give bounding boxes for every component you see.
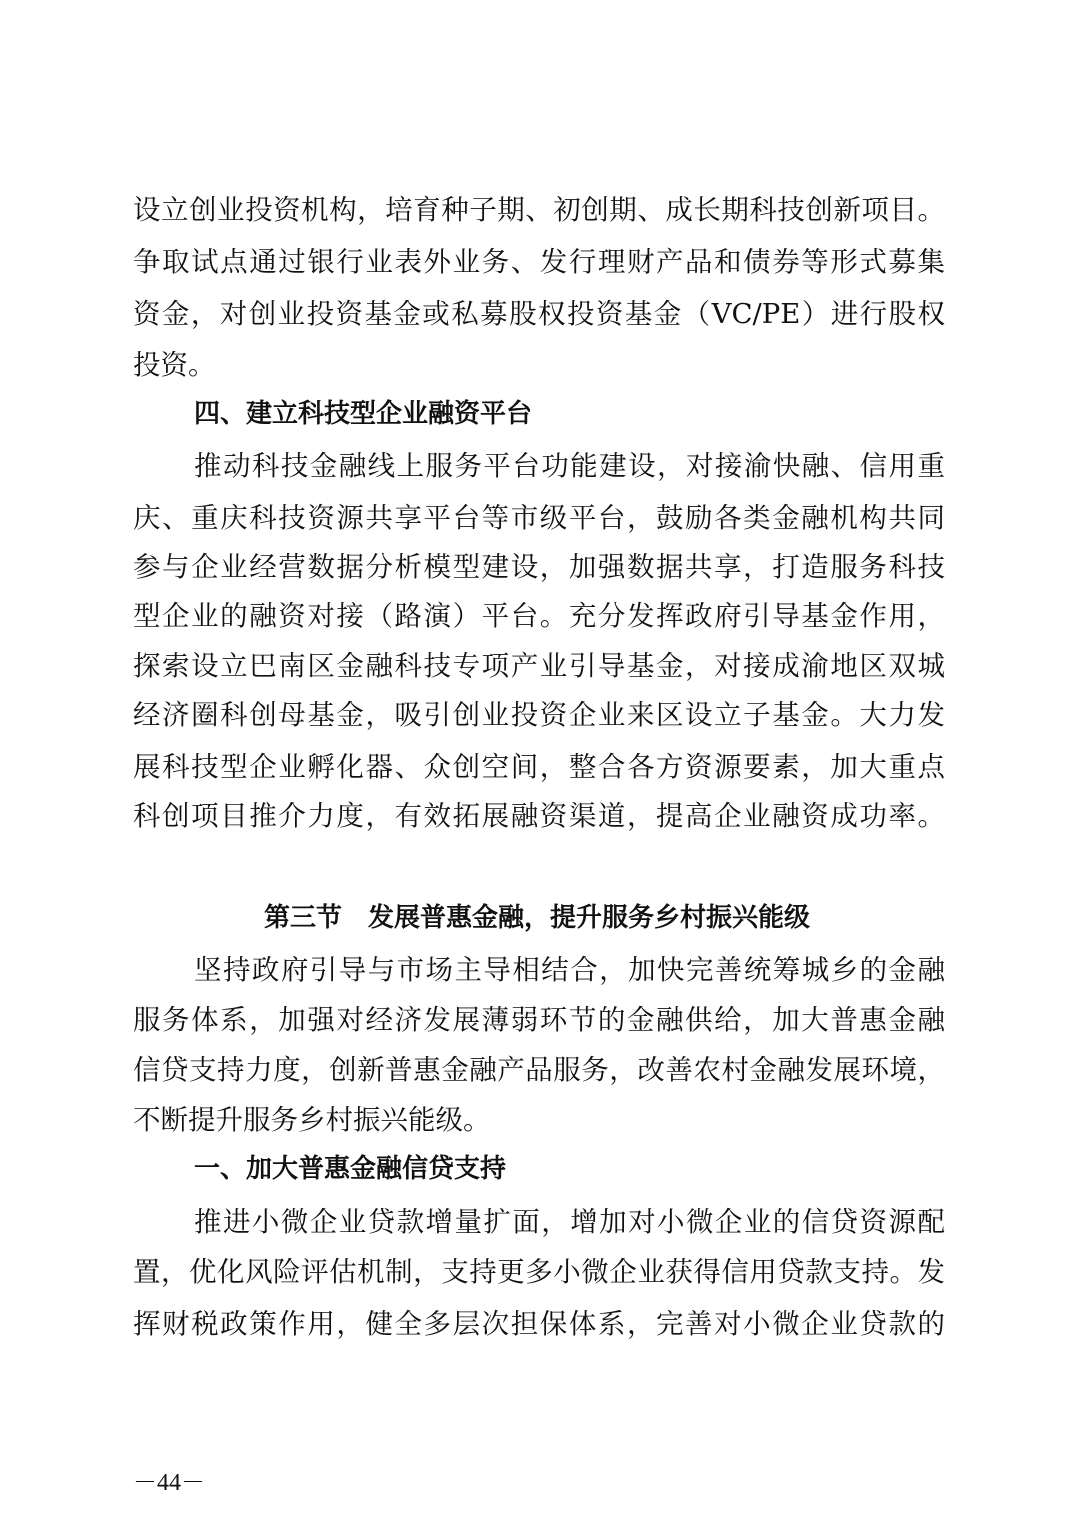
- section-title: 第三节 发展普惠金融，提升服务乡村振兴能级: [263, 903, 810, 933]
- paragraph-line: 投资。: [133, 349, 216, 381]
- paragraph-line: 探索设立巴南区金融科技专项产业引导基金，对接成渝地区双城: [133, 650, 945, 682]
- paragraph-line: 挥财税政策作用，健全多层次担保体系，完善对小微企业贷款的: [133, 1308, 945, 1340]
- paragraph-line: 庆、重庆科技资源共享平台等市级平台，鼓励各类金融机构共同: [133, 502, 945, 534]
- subsection-heading: 一、加大普惠金融信贷支持: [194, 1154, 507, 1184]
- paragraph-line: 不断提升服务乡村振兴能级。: [133, 1104, 491, 1136]
- paragraph-line: 设立创业投资机构，培育种子期、初创期、成长期科技创新项目。: [133, 194, 945, 226]
- paragraph-line: 争取试点通过银行业表外业务、发行理财产品和债券等形式募集: [133, 246, 945, 278]
- subsection-heading: 四、建立科技型企业融资平台: [194, 399, 533, 429]
- paragraph-line: 推进小微企业贷款增量扩面，增加对小微企业的信贷资源配: [194, 1206, 945, 1238]
- paragraph-line: 推动科技金融线上服务平台功能建设，对接渝快融、信用重: [194, 450, 945, 482]
- paragraph-line: 科创项目推介力度，有效拓展融资渠道，提高企业融资成功率。: [133, 800, 945, 832]
- paragraph-line: 坚持政府引导与市场主导相结合，加快完善统筹城乡的金融: [194, 954, 945, 986]
- paragraph-line: 置，优化风险评估机制，支持更多小微企业获得信用贷款支持。发: [133, 1256, 945, 1288]
- paragraph-line: 展科技型企业孵化器、众创空间，整合各方资源要素，加大重点: [133, 751, 945, 783]
- paragraph-line: 经济圈科创母基金，吸引创业投资企业来区设立子基金。大力发: [133, 699, 945, 731]
- paragraph-line: 资金，对创业投资基金或私募股权投资基金（VC/PE）进行股权: [133, 298, 945, 330]
- paragraph-line: 型企业的融资对接（路演）平台。充分发挥政府引导基金作用，: [133, 600, 945, 632]
- page-number: －44－: [133, 1470, 205, 1496]
- paragraph-line: 参与企业经营数据分析模型建设，加强数据共享，打造服务科技: [133, 551, 945, 583]
- paragraph-line: 信贷支持力度，创新普惠金融产品服务，改善农村金融发展环境，: [133, 1054, 945, 1086]
- paragraph-line: 服务体系，加强对经济发展薄弱环节的金融供给，加大普惠金融: [133, 1004, 945, 1036]
